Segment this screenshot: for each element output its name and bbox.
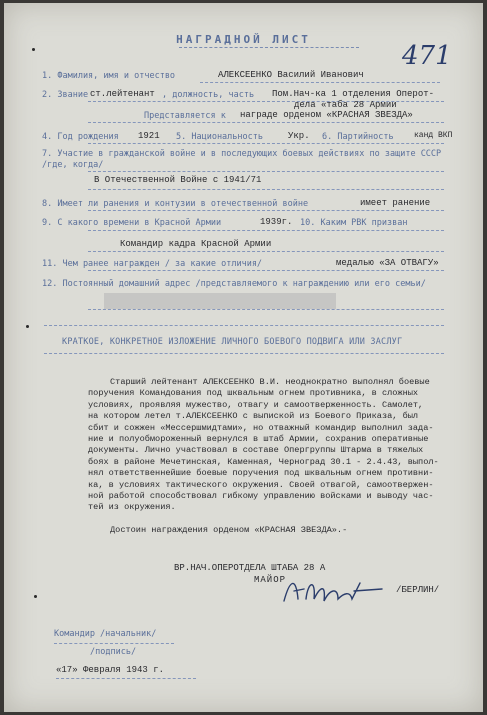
- field-5-label: 5. Национальность: [176, 132, 263, 142]
- punch-hole: [32, 48, 35, 51]
- field-4-value: 1921: [138, 131, 160, 141]
- citation-line: [88, 514, 460, 525]
- redacted-address: [104, 293, 336, 309]
- award-sheet: [4, 3, 483, 712]
- field-3-value: награде орденом «КРАСНАЯ ЗВЕЗДА»: [240, 110, 413, 120]
- field-rule: [88, 251, 444, 252]
- citation-line: Старший лейтенант АЛЕКСЕЕНКО В.И. неоднократно выполнял боевые: [110, 377, 430, 387]
- field-8-label: 8. Имеет ли ранения и контузии в отечественной войне: [42, 199, 309, 209]
- citation-line: сбит и сожжен «Мессершмидтами», но отважный командир выполнил зада-: [88, 422, 434, 433]
- citation-line: тей из окружения.: [88, 502, 176, 513]
- field-11-value: медалью «ЗА ОТВАГУ»: [336, 258, 439, 268]
- document-title: НАГРАДНОЙ ЛИСТ: [176, 33, 311, 46]
- citation-line: условиях, проявляя мужество, отвагу и самоотверженность. Самолет,: [88, 399, 424, 410]
- field-rule: [44, 325, 444, 326]
- document-date: «17» Февраля 1943 г.: [56, 665, 165, 675]
- punch-hole: [34, 595, 37, 598]
- field-rule: [88, 189, 444, 190]
- field-5-value: Укр.: [288, 131, 310, 141]
- field-7-label: 7. Участие в гражданской войне и в последующих боевых действиях по защите СССР /где, когда/: [42, 149, 442, 170]
- signatory-name: /БЕРЛИН/: [396, 585, 440, 595]
- field-6-value: канд ВКП: [414, 131, 453, 140]
- field-rule: [88, 210, 444, 211]
- field-12-label: 12. Постоянный домашний адрес /представляемого к награждению или его семьи/: [42, 279, 426, 289]
- field-6-label: 6. Партийность: [322, 132, 394, 142]
- citation-line: ние и полуобмороженный вернулся в штаб Армии, сохранив оперативные: [88, 434, 429, 445]
- commander-rule: [54, 643, 174, 644]
- field-9-label: 9. С какого времени в Красной Армии: [42, 218, 222, 228]
- citation-line: документы. Лично участвовал в составе Опергруппы Штарма в тяжелых: [88, 445, 424, 456]
- citation-line: ной работой способствовал гибкому управлению войсками и выводу час-: [88, 491, 434, 502]
- section-rule: [44, 353, 444, 354]
- citation-line: на котором летел т.АЛЕКСЕЕНКО с выпиской из Боевого Приказа, был: [88, 411, 419, 422]
- field-rule: [88, 122, 444, 123]
- commander-signature-label: /подпись/: [90, 647, 137, 657]
- field-10-value: Командир кадра Красной Армии: [120, 239, 272, 249]
- signatory-rank: МАЙОР: [254, 575, 287, 585]
- citation-conclusion: Достоин награждения орденом «КРАСНАЯ ЗВЕЗДА».-: [110, 525, 348, 536]
- citation-line: ка, в условиях тактического окружения. Своей отвагой, самоотвержен-: [88, 479, 434, 490]
- field-9-value: 1939г.: [260, 217, 293, 227]
- commander-label: Командир /начальник/: [54, 629, 157, 639]
- citation-line: боях в районе Мечетинская, Каменная, Черноград 30.1 - 2.4.43, выпол-: [88, 456, 439, 467]
- field-1-value: АЛЕКСЕЕНКО Василий Иванович: [218, 70, 364, 80]
- field-rule: [88, 309, 444, 310]
- section-heading: КРАТКОЕ, КОНКРЕТНОЕ ИЗЛОЖЕНИЕ ЛИЧНОГО БОЕВОГО ПОДВИГА ИЛИ ЗАСЛУГ: [62, 337, 403, 347]
- field-rule: [200, 82, 440, 83]
- date-rule: [56, 678, 196, 679]
- field-11-label: 11. Чем ранее награжден / за какие отличия/: [42, 259, 263, 269]
- title-underline: [179, 47, 359, 48]
- field-4-label: 4. Год рождения: [42, 132, 119, 142]
- punch-hole: [26, 325, 29, 328]
- field-7-value: В Отечественной Войне с 1941/71: [94, 175, 262, 185]
- field-rule: [88, 171, 444, 172]
- field-3-label: Представляется к: [144, 111, 226, 121]
- archive-number: 471: [402, 41, 452, 71]
- handwritten-signature: [280, 569, 390, 609]
- field-2-value: ст.лейтенант: [90, 89, 155, 99]
- field-rule: [88, 270, 444, 271]
- field-rule: [88, 230, 444, 231]
- citation-line: поручения Командования под шквальным огнем противника, в сложных: [88, 388, 419, 399]
- citation-line: нял ответственнейшие боевые поручения под шквальным огнем противни-: [88, 468, 434, 479]
- field-2-label2: , должность, часть: [162, 90, 255, 100]
- field-8-value: имеет ранение: [360, 198, 431, 208]
- field-2-value2: Пом.Нач-ка 1 отделения Оперот-: [272, 89, 435, 99]
- field-rule: [88, 143, 444, 144]
- signatory-position: ВР.НАЧ.ОПЕРОТДЕЛА ШТАБА 28 А: [174, 563, 326, 573]
- field-2-value-cont: дела «таба 28 Армии: [294, 100, 397, 110]
- citation-text: [88, 377, 460, 537]
- field-2-label: 2. Звание: [42, 90, 89, 100]
- field-10-label: 10. Каким РВК призван: [300, 218, 408, 228]
- field-1-label: 1. Фамилия, имя и отчество: [42, 71, 176, 81]
